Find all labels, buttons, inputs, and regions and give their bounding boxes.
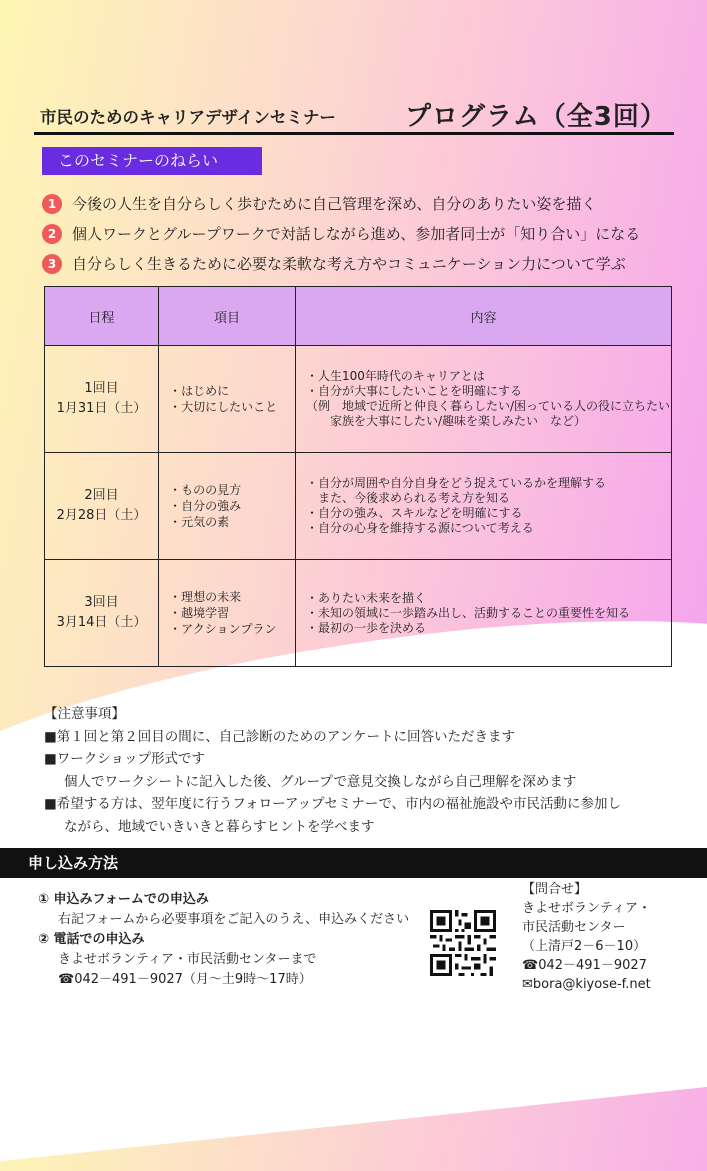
method-phone-title: ② 電話での申込み: [38, 932, 145, 947]
aim-item-2: [42, 223, 640, 244]
contact-phone: ☎042－491－9027: [522, 958, 647, 973]
contact-heading: 【問合せ】: [522, 882, 588, 897]
session-items-cell: ・理想の未来 ・越境学習 ・アクションプラン: [159, 560, 296, 667]
title-divider: [34, 132, 674, 135]
note-line: ■第１回と第２回目の間に、自己診断のためのアンケートに回答いただきます: [44, 728, 515, 745]
aim-number-badge: 1: [42, 194, 62, 214]
session-date-cell: 1回目 1月31日（土）: [45, 346, 159, 453]
table-row: [45, 560, 672, 667]
method-phone-number: ☎042－491－9027（月～土9時～17時）: [58, 972, 312, 987]
table-row: [45, 453, 672, 560]
note-line: ながら、地域でいきいきと暮らすヒントを学べます: [64, 818, 375, 835]
session-date-cell: 3回目 3月14日（土）: [45, 560, 159, 667]
aim-item-3: [42, 253, 626, 274]
notes-heading: 【注意事項】: [44, 706, 125, 722]
qr-code-icon[interactable]: [430, 910, 496, 976]
method-form-text: 右記フォームから必要事項をご記入のうえ、申込みください: [58, 912, 410, 927]
session-date-cell: 2回目 2月28日（土）: [45, 453, 159, 560]
header-content: 内容: [295, 287, 671, 346]
table-row: [45, 346, 672, 453]
page-title: プログラム（全3回）: [405, 102, 667, 132]
schedule-table: [44, 286, 672, 667]
application-methods: [38, 890, 409, 990]
aim-number-badge: 3: [42, 254, 62, 274]
application-bar: 申し込み方法: [0, 848, 707, 878]
session-content-cell: ・自分が周囲や自分自身をどう捉えているかを理解する また、今後求められる考え方を知る ・自分の強み、スキルなどを明確にする ・自分の心身を維持する源について考える: [295, 453, 671, 560]
contact-address: （上清戸2－6－10）: [522, 939, 647, 954]
aim-number-badge: 2: [42, 224, 62, 244]
session-content-cell: ・ありたい未来を描く ・未知の領域に一歩踏み出し、活動することの重要性を知る ・最初の一歩を決める: [295, 560, 671, 667]
note-line: 個人でワークシートに記入した後、グループで意見交換しながら自己理解を深めます: [64, 773, 577, 790]
header-date: 日程: [45, 287, 159, 346]
seminar-subtitle: 市民のためのキャリアデザインセミナー: [40, 108, 336, 127]
method-form-title: ① 申込みフォームでの申込み: [38, 892, 209, 907]
note-line: ■ワークショップ形式です: [44, 751, 205, 767]
contact-org: きよせボランティア・: [522, 901, 651, 916]
contact-org: 市民活動センター: [522, 920, 626, 935]
contact-email[interactable]: ✉bora@kiyose-f.net: [522, 977, 651, 992]
note-line: ■希望する方は、翌年度に行うフォローアップセミナーで、市内の福祉施設や市民活動に参加し: [44, 796, 622, 812]
table-header-row: [45, 287, 672, 346]
notes-section: [44, 703, 621, 838]
aim-text: 個人ワークとグループワークで対話しながら進め、参加者同士が「知り合い」になる: [72, 225, 641, 243]
session-content-cell: ・人生100年時代のキャリアとは ・自分が大事にしたいことを明確にする （例 地域で近所と仲良く暮らしたい/困っている人の役に立ちたい 家族を大事にしたい/趣味を楽しみたい など）: [295, 346, 671, 453]
session-items-cell: ・ものの見方 ・自分の強み ・元気の素: [159, 453, 296, 560]
method-phone-text: きよせボランティア・市民活動センターまで: [58, 952, 317, 967]
session-items-cell: ・はじめに ・大切にしたいこと: [159, 346, 296, 453]
header-items: 項目: [159, 287, 296, 346]
contact-info: [522, 880, 651, 994]
aims-heading: このセミナーのねらい: [42, 147, 262, 175]
aim-text: 自分らしく生きるために必要な柔軟な考え方やコミュニケーション力について学ぶ: [72, 255, 626, 273]
aim-item-1: [42, 193, 596, 214]
aim-text: 今後の人生を自分らしく歩むために自己管理を深め、自分のありたい姿を描く: [72, 195, 597, 213]
